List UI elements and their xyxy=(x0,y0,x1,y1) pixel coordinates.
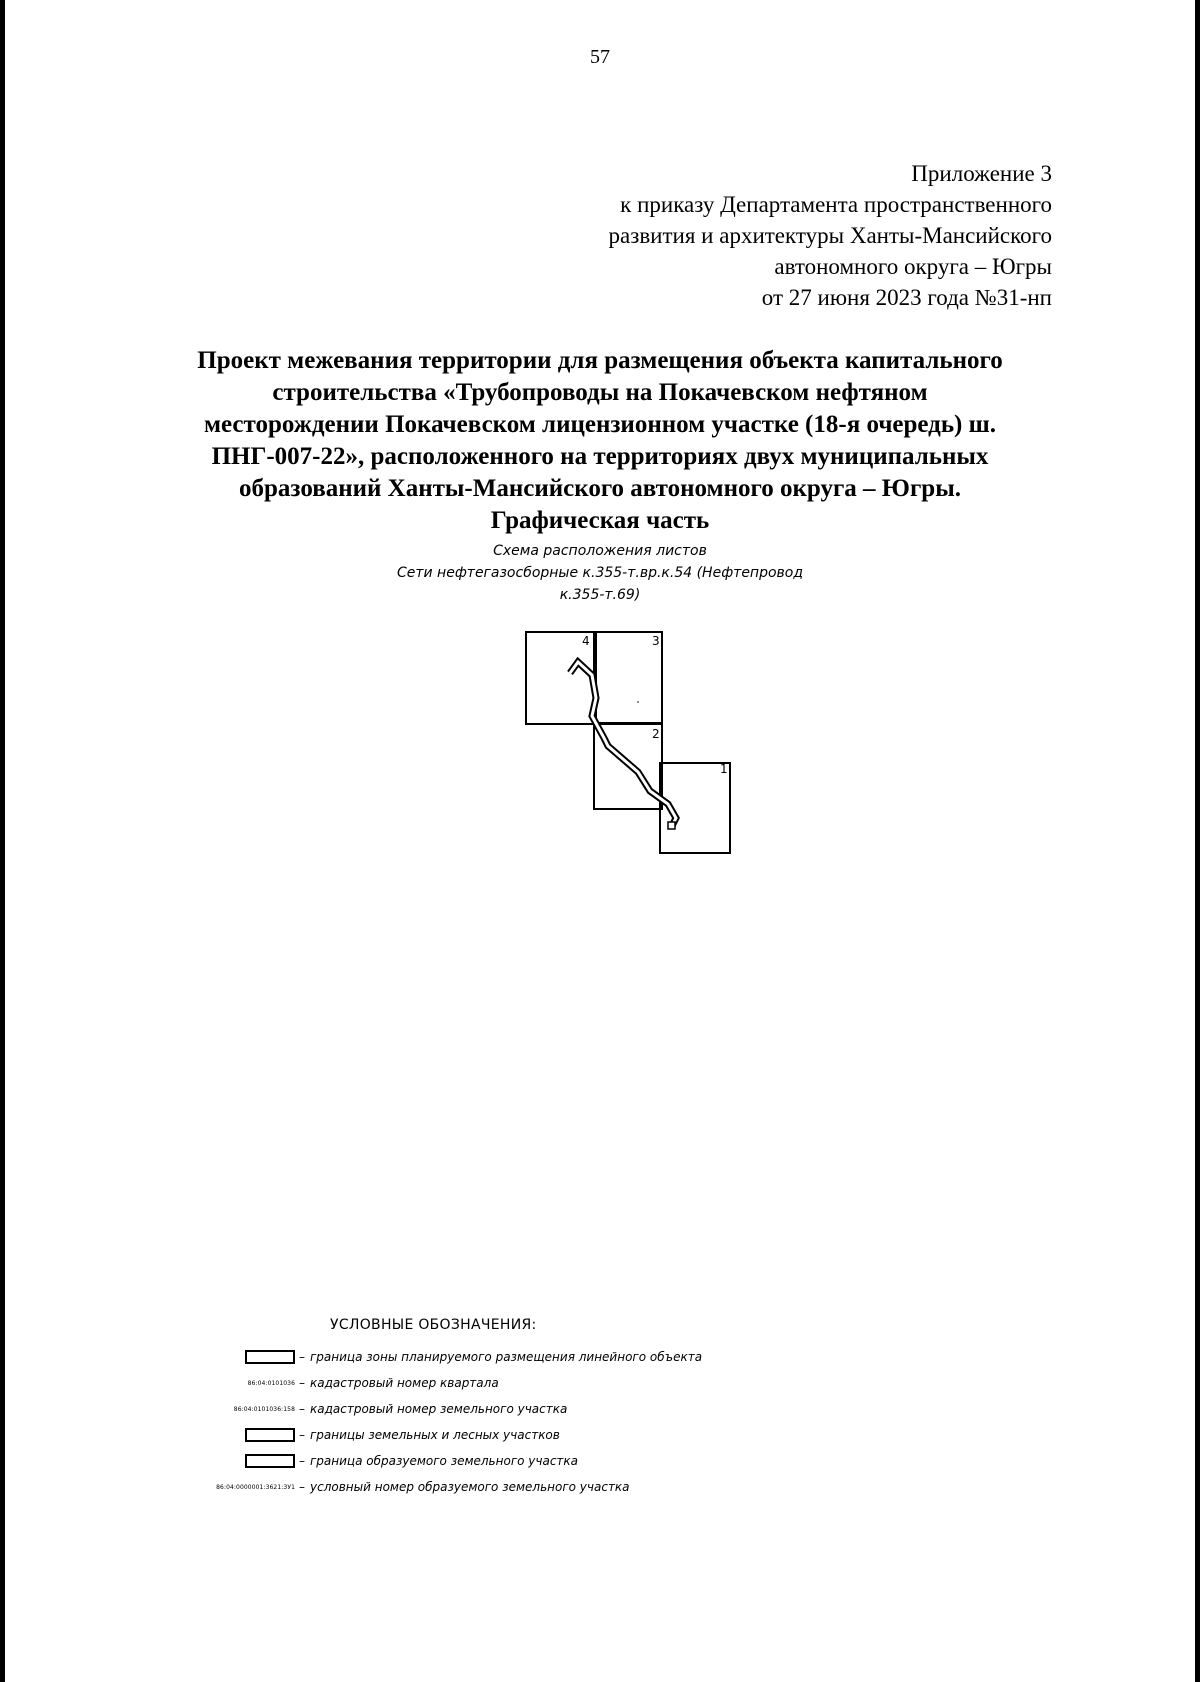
appendix-header xyxy=(492,158,1052,313)
title-line: строительства «Трубопроводы на Покачевском нефтяном xyxy=(272,379,928,406)
legend-dash: – xyxy=(299,1480,305,1494)
pipeline-end-marker xyxy=(668,822,675,829)
appendix-line: развития и архитектуры Ханты-Мансийского xyxy=(608,223,1052,248)
document-title xyxy=(150,345,1050,537)
title-line: Проект межевания территории для размещения объекта капитального xyxy=(197,347,1003,374)
title-line: ПНГ-007-22», расположенного на территориях двух муниципальных xyxy=(211,443,989,470)
legend-key xyxy=(195,1454,299,1468)
legend-text: границы земельных и лесных участков xyxy=(310,1428,560,1442)
title-line: Графическая часть xyxy=(490,507,710,534)
scheme-caption xyxy=(300,540,900,606)
legend-code: 86:04:0101036:158 xyxy=(233,1405,295,1413)
title-line: месторождении Покачевском лицензионном участке (18-я очередь) ш. xyxy=(204,411,996,438)
legend-item xyxy=(195,1422,815,1448)
legend-dash: – xyxy=(299,1350,305,1364)
legend-code: 86:04:0101036 xyxy=(247,1379,295,1387)
legend-dash: – xyxy=(299,1428,305,1442)
title-line: образований Ханты-Мансийского автономного округа – Югры. xyxy=(239,475,961,502)
sheet-label-3: 3 xyxy=(652,634,660,648)
legend-key xyxy=(195,1484,299,1491)
scheme-caption-line: Сети нефтегазосборные к.355-т.вр.к.54 (Нефтепровод xyxy=(396,565,804,581)
legend-text: кадастровый номер земельного участка xyxy=(310,1402,568,1416)
boundary-rectangle-icon xyxy=(245,1454,295,1468)
scheme-caption-line: к.355-т.69) xyxy=(559,587,641,603)
sheet-label-2: 2 xyxy=(652,727,660,741)
legend-key xyxy=(195,1350,299,1364)
appendix-line: к приказу Департамента пространственного xyxy=(620,192,1052,217)
legend-text: граница образуемого земельного участка xyxy=(310,1454,579,1468)
legend-title: УСЛОВНЫЕ ОБОЗНАЧЕНИЯ: xyxy=(330,1317,537,1333)
legend xyxy=(195,1344,815,1500)
legend-key xyxy=(195,1406,299,1413)
legend-key xyxy=(195,1380,299,1387)
legend-dash: – xyxy=(299,1376,305,1390)
legend-text: условный номер образуемого земельного участка xyxy=(310,1480,630,1494)
legend-item xyxy=(195,1396,815,1422)
appendix-line: Приложение 3 xyxy=(911,161,1052,186)
pipeline-route-outline xyxy=(570,662,676,826)
sheet-label-1: 1 xyxy=(720,762,728,776)
scheme-caption-line: Схема расположения листов xyxy=(493,543,707,559)
map-dot xyxy=(637,701,639,703)
boundary-rectangle-icon xyxy=(245,1428,295,1442)
legend-code: 86:04:0000001:3621:ЗУ1 xyxy=(216,1483,295,1491)
page-number: 57 xyxy=(590,46,610,68)
legend-dash: – xyxy=(299,1402,305,1416)
legend-dash: – xyxy=(299,1454,305,1468)
legend-item xyxy=(195,1344,815,1370)
boundary-rectangle-icon xyxy=(245,1350,295,1364)
legend-text: граница зоны планируемого размещения линейного объекта xyxy=(310,1350,703,1364)
sheet-label-4: 4 xyxy=(582,634,590,648)
legend-text: кадастровый номер квартала xyxy=(310,1376,499,1390)
sheet-layout-map xyxy=(520,628,740,858)
appendix-line: от 27 июня 2023 года №31-нп xyxy=(761,285,1052,310)
legend-item xyxy=(195,1370,815,1396)
legend-key xyxy=(195,1428,299,1442)
appendix-line: автономного округа – Югры xyxy=(774,254,1052,279)
scan-border-left xyxy=(0,0,5,1682)
legend-item xyxy=(195,1474,815,1500)
scan-border-right xyxy=(1195,0,1200,1682)
legend-item xyxy=(195,1448,815,1474)
